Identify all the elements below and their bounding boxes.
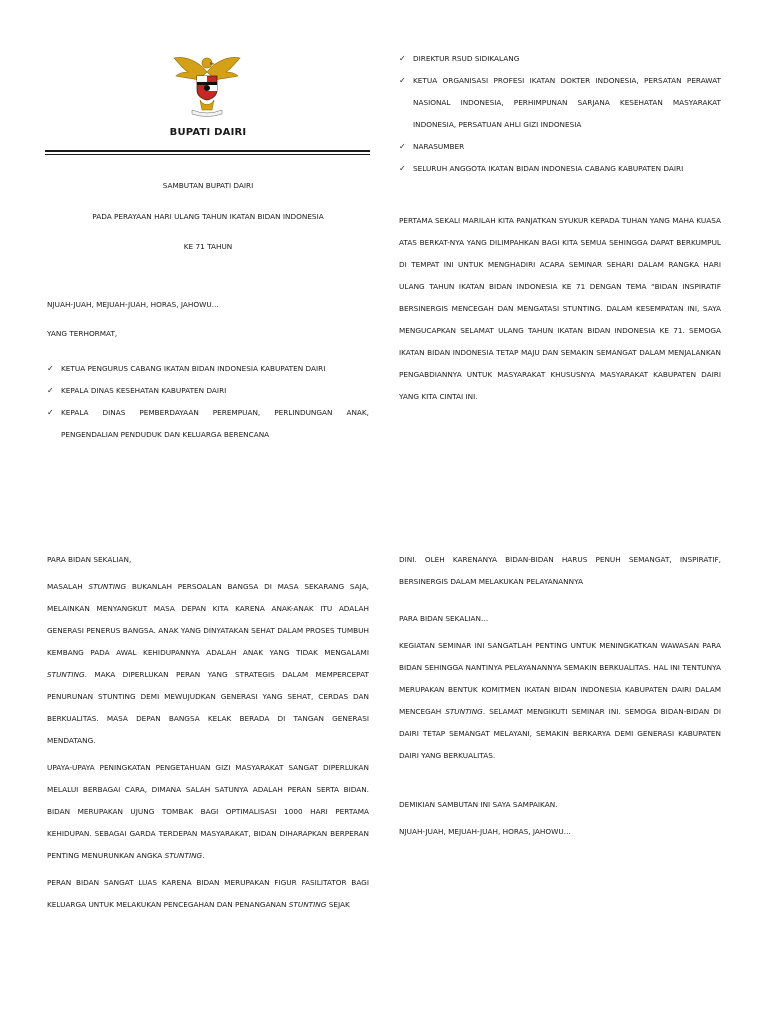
paragraph-seminar: KEGIATAN SEMINAR INI SANGATLAH PENTING UNTUK MENINGKATKAN WAWASAN PARA BIDAN SEHINGGA NANTINYA PELAYANANNYA SEMAKIN BERKUALITAS. HAL INI TENTUNYA MERUPAKAN BENTUK KOMITMEN IKATAN BIDAN INDONESIA KABUPATEN DAIRI DALAM MENCEGAH STUNTING. SELAMAT MENGIKUTI SEMINAR INI. SEMOGA BIDAN-BIDAN DI DAIRI TETAP SEMANGAT MELAYANI, SEMAKIN BERKARYA DEMI GENERASI KABUPATEN DAIRI YANG BERKUALITAS. <box>399 641 721 760</box>
right-top-column <box>399 48 721 408</box>
letterhead-rule-thin <box>45 154 370 155</box>
list-item: ✓ KETUA ORGANISASI PROFESI IKATAN DOKTER INDONESIA, PERSATAN PERAWAT NASIONAL INDONESIA, PERHIMPUNAN SARJANA KESEHATAN MASYARAKAT INDONESIA, PERSATUAN AHLI GIZI INDONESIA <box>399 70 721 136</box>
paragraph-stunting: MASALAH STUNTING BUKANLAH PERSOALAN BANGSA DI MASA SEKARANG SAJA, MELAINKAN MENYANGKUT MASA DEPAN KITA KARENA ANAK-ANAK ITU ADALAH GENERASI PENERUS BANGSA. ANAK YANG DINYATAKAN SEHAT DALAM PROSES TUMBUH KEMBANG PADA AWAL KEHIDUPANNYA ADALAH ANAK YANG TIDAK MENGALAMI STUNTING. MAKA DIPERLUKAN PERAN YANG STRATEGIS DALAM MEMPERCEPAT PENURUNAN STUNTING DEMI MEWUJUDKAN GENERASI YANG SEHAT, CERDAS DAN BERKUALITAS. MASA DEPAN BANGSA KELAK BERADA DI TANGAN GENERASI MENDATANG. <box>47 582 370 745</box>
paragraph-role: PERAN BIDAN SANGAT LUAS KARENA BIDAN MERUPAKAN FIGUR FASILITATOR BAGI KELUARGA UNTUK MELAKUKAN PENCEGAHAN DAN PENANGANAN STUNTING SEJAK <box>47 878 369 909</box>
list-item: ✓ KEPALA DINAS PEMBERDAYAAN PEREMPUAN, PERLINDUNGAN ANAK, PENGENDALIAN PENDUDUK DAN KELUARGA BERENCANA <box>47 402 369 446</box>
list-item: ✓ NARASUMBER <box>399 136 721 158</box>
salutation: YANG TERHORMAT, <box>47 329 118 338</box>
check-icon: ✓ <box>47 408 54 417</box>
check-icon: ✓ <box>399 76 406 85</box>
opening-paragraph: PERTAMA SEKALI MARILAH KITA PANJATKAN SYUKUR KEPADA TUHAN YANG MAHA KUASA ATAS BERKAT-NYA YANG DILIMPAHKAN BAGI KITA SEMUA SEHINGGA DAPAT BERKUMPUL DI TEMPAT INI UNTUK MENGHADIRI ACARA SEMINAR SEHARI DALAM RANGKA HARI ULANG TAHUN IKATAN BIDAN INDONESIA KE 71 DENGAN TEMA “BIDAN INSPIRATIF BERSINERGIS MENCEGAH DAN MENGATASI STUNTING. DALAM KESEMPATAN INI, SAYA MENGUCAPKAN SELAMAT ULANG TAHUN IKATAN BIDAN INDONESIA KE 71. SEMOGA IKATAN BIDAN INDONESIA TETAP MAJU DAN SEMAKIN SEMANGAT DALAM MENJALANKAN PENGABDIANNYA UNTUK MASYARAKAT KHUSUSNYA MASYARAKAT KABUPATEN DAIRI YANG KITA CINTAI INI. <box>399 216 721 401</box>
right-bottom-column <box>399 549 721 843</box>
speech-anniversary: KE 71 TAHUN <box>183 242 233 251</box>
check-icon: ✓ <box>47 364 54 373</box>
check-icon: ✓ <box>399 142 406 151</box>
left-bottom-column <box>47 549 369 916</box>
left-top-column <box>47 180 369 446</box>
closing-greeting: NJUAH-JUAH, MEJUAH-JUAH, HORAS, JAHOWU… <box>399 827 571 836</box>
check-icon: ✓ <box>399 54 406 63</box>
check-icon: ✓ <box>399 164 406 173</box>
paragraph-nutrition: UPAYA-UPAYA PENINGKATAN PENGETAHUAN GIZI MASYARAKAT SANGAT DIPERLUKAN MELALUI BERBAGAI CARA, DIMANA SALAH SATUNYA ADALAH PERAN SERTA BIDAN. BIDAN MERUPAKAN UJUNG TOMBAK BAGI OPTIMALISASI 1000 HARI PERTAMA KEHIDUPAN. SEBAGAI GARDA TERDEPAN MASYARAKAT, BIDAN DIHARAPKAN BERPERAN PENTING MENURUNKAN ANGKA STUNTING. <box>47 763 369 860</box>
paragraph-continued: DINI. OLEH KARENANYA BIDAN-BIDAN HARUS PENUH SEMANGAT, INSPIRATIF, BERSINERGIS DALAM MELAKUKAN PELAYANANNYA <box>399 555 721 586</box>
list-item: ✓ KEPALA DINAS KESEHATAN KABUPATEN DAIRI <box>47 380 369 402</box>
garuda-pancasila-emblem-icon <box>170 52 244 118</box>
letterhead-rule <box>45 150 370 152</box>
closing-statement: DEMIKIAN SAMBUTAN INI SAYA SAMPAIKAN. <box>399 800 558 809</box>
salutation-bidan-2: PARA BIDAN SEKALIAN… <box>399 614 489 623</box>
recipient-list-continued <box>399 48 721 180</box>
list-item: ✓ KETUA PENGURUS CABANG IKATAN BIDAN INDONESIA KABUPATEN DAIRI <box>47 358 369 380</box>
salutation-bidan: PARA BIDAN SEKALIAN, <box>47 555 132 564</box>
list-item: ✓ SELURUH ANGGOTA IKATAN BIDAN INDONESIA CABANG KABUPATEN DAIRI <box>399 158 721 180</box>
speech-subheading: PADA PERAYAAN HARI ULANG TAHUN IKATAN BIDAN INDONESIA <box>92 212 324 221</box>
list-item: ✓ DIREKTUR RSUD SIDIKALANG <box>399 48 721 70</box>
letterhead-title: BUPATI DAIRI <box>169 127 247 138</box>
opening-greeting: NJUAH-JUAH, MEJUAH-JUAH, HORAS, JAHOWU… <box>47 300 219 309</box>
recipient-list <box>47 358 369 446</box>
speech-heading: SAMBUTAN BUPATI DAIRI <box>162 181 254 190</box>
check-icon: ✓ <box>47 386 54 395</box>
